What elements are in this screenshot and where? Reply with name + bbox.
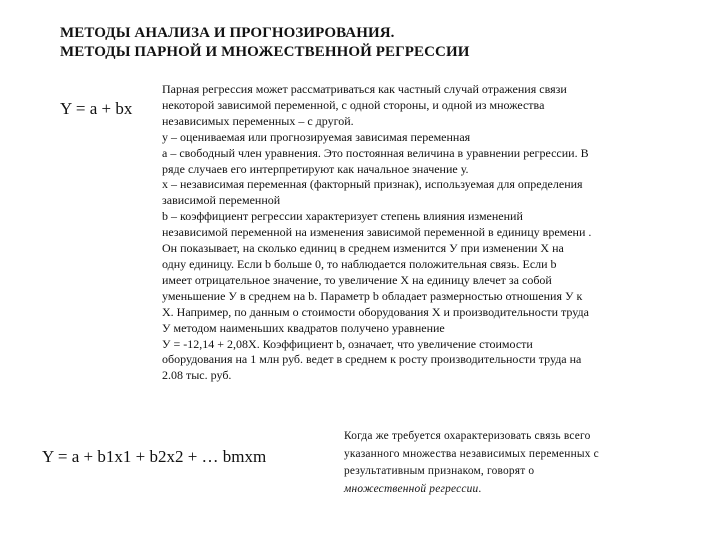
body-line: оборудования на 1 млн руб. ведет в среднем к росту производительности труда на bbox=[162, 352, 582, 367]
body-line: у – оцениваемая или прогнозируемая зависимая переменная bbox=[162, 129, 471, 144]
body-line: а – свободный член уравнения. Это постоянная величина в уравнении регрессии. В bbox=[162, 145, 589, 160]
page-title bbox=[60, 24, 680, 62]
note-line-1: Когда же требуется охарактеризовать связь всего bbox=[344, 430, 591, 442]
title-line-1: МЕТОДЫ АНАЛИЗА И ПРОГНОЗИРОВАНИЯ. bbox=[60, 25, 395, 41]
body-line: Х. Например, по данным о стоимости оборудования Х и производительности труда bbox=[162, 304, 589, 319]
note-emphasis: множественной регрессии bbox=[344, 482, 479, 495]
note-line-3: результативным признаком, говорят о bbox=[344, 465, 535, 477]
note-line-4 bbox=[344, 481, 674, 499]
body-line: х – независимая переменная (факторный признак), используемая для определения bbox=[162, 177, 583, 192]
body-line: независимой переменной на изменения зависимой переменной в единицу времени . bbox=[162, 225, 592, 240]
body-line: зависимой переменной bbox=[162, 193, 281, 208]
multiple-regression-formula: Y = a + b1x1 + b2x2 + … bmxm bbox=[42, 447, 267, 466]
body-line: У = -12,14 + 2,08Х. Коэффициент b, означает, что увеличение стоимости bbox=[162, 336, 533, 351]
body-line: одну единицу. Если b больше 0, то наблюдается положительная связь. Если b bbox=[162, 256, 557, 271]
body-line: b – коэффициент регрессии характеризует степень влияния изменений bbox=[162, 209, 523, 224]
body-line: уменьшение У в среднем на b. Параметр b обладает размерностью отношения У к bbox=[162, 288, 583, 303]
note-line-2: указанного множества независимых переменных с bbox=[344, 447, 599, 460]
pair-regression-explanation bbox=[162, 82, 690, 384]
body-line: У методом наименьших квадратов получено уравнение bbox=[162, 320, 445, 335]
body-line: имеет отрицательное значение, то увеличение Х на единицу влечет за собой bbox=[162, 272, 552, 287]
body-line: Он показывает, на сколько единиц в среднем изменится У при изменении Х на bbox=[162, 241, 564, 256]
body-line: 2.08 тыс. руб. bbox=[162, 368, 232, 383]
body-line: независимых переменных – с другой. bbox=[162, 113, 354, 128]
title-line-2: МЕТОДЫ ПАРНОЙ И МНОЖЕСТВЕННОЙ РЕГРЕССИИ bbox=[60, 44, 470, 60]
body-line: ряде случаев его интерпретируют как начальное значение у. bbox=[162, 161, 469, 176]
body-line: некоторой зависимой переменной, с одной стороны, и одной из множества bbox=[162, 97, 545, 112]
note-period: . bbox=[478, 482, 482, 495]
body-line: Парная регрессия может рассматриваться как частный случай отражения связи bbox=[162, 82, 567, 96]
pair-regression-formula: Y = a + bx bbox=[60, 99, 133, 118]
multiple-regression-note bbox=[344, 428, 674, 498]
